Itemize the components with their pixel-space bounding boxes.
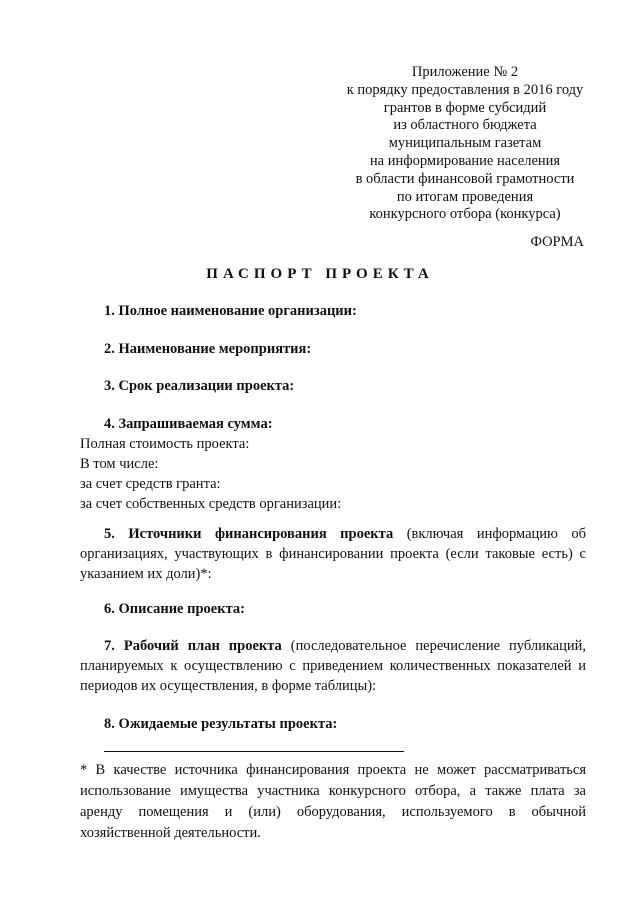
footnote: * В качестве источника финансирования проекта не может рассматриваться использование имущества участника конкурсного отбора, а также плата за аренду помещения и (или) оборудования, используемого в обычной хозяйственной деятельности.: [80, 762, 586, 841]
section-1-heading: 1. Полное наименование организации:: [104, 303, 357, 319]
section-7-text: (последовательное перечисление публикаций, планируемых к осуществлению с приведением количественных показателей и периодов их осуществления, в форме таблицы):: [80, 638, 586, 694]
section-7: [80, 636, 586, 696]
section-7-heading: 7. Рабочий план проекта: [104, 638, 282, 654]
section-2-heading: 2. Наименование мероприятия:: [104, 341, 312, 357]
section-5: [80, 524, 586, 584]
header-line: грантов в форме субсидий: [383, 99, 547, 116]
section-3-heading: 3. Срок реализации проекта:: [104, 378, 295, 394]
header-line: по итогам проведения: [396, 188, 534, 205]
header-line: муниципальным газетам: [388, 135, 542, 152]
section-4-line: за счет средств гранта:: [80, 476, 221, 492]
section-5-text: (включая информацию об организациях, участвующих в финансировании проекта (если таковые есть) с указанием их доли)*:: [80, 526, 586, 582]
page-title: ПАСПОРТ ПРОЕКТА: [206, 266, 434, 282]
section-4: [80, 414, 586, 514]
section-5-heading: 5. Источники финансирования проекта: [104, 526, 394, 542]
section-4-line: В том числе:: [80, 456, 159, 472]
section-8-heading: 8. Ожидаемые результаты проекта:: [104, 716, 338, 732]
section-4-line: за счет собственных средств организации:: [80, 496, 342, 512]
section-5-paragraph: [80, 524, 586, 584]
header-line: к порядку предоставления в 2016 году: [346, 81, 584, 98]
section-6-heading: 6. Описание проекта:: [104, 601, 245, 617]
header-line: Приложение № 2: [411, 64, 519, 80]
header-line: в области финансовой грамотности: [355, 170, 575, 187]
header-line: конкурсного отбора (конкурса): [369, 206, 561, 223]
footnote-separator: [104, 751, 404, 752]
header-line: из областного бюджета: [393, 117, 537, 134]
section-4-line: Полная стоимость проекта:: [80, 436, 250, 452]
section-4-heading: 4. Запрашиваемая сумма:: [104, 416, 273, 432]
header-line: на информирование населения: [369, 152, 561, 169]
form-label: ФОРМА: [530, 234, 584, 250]
appendix-header: [300, 64, 630, 224]
section-7-paragraph: [80, 636, 586, 696]
